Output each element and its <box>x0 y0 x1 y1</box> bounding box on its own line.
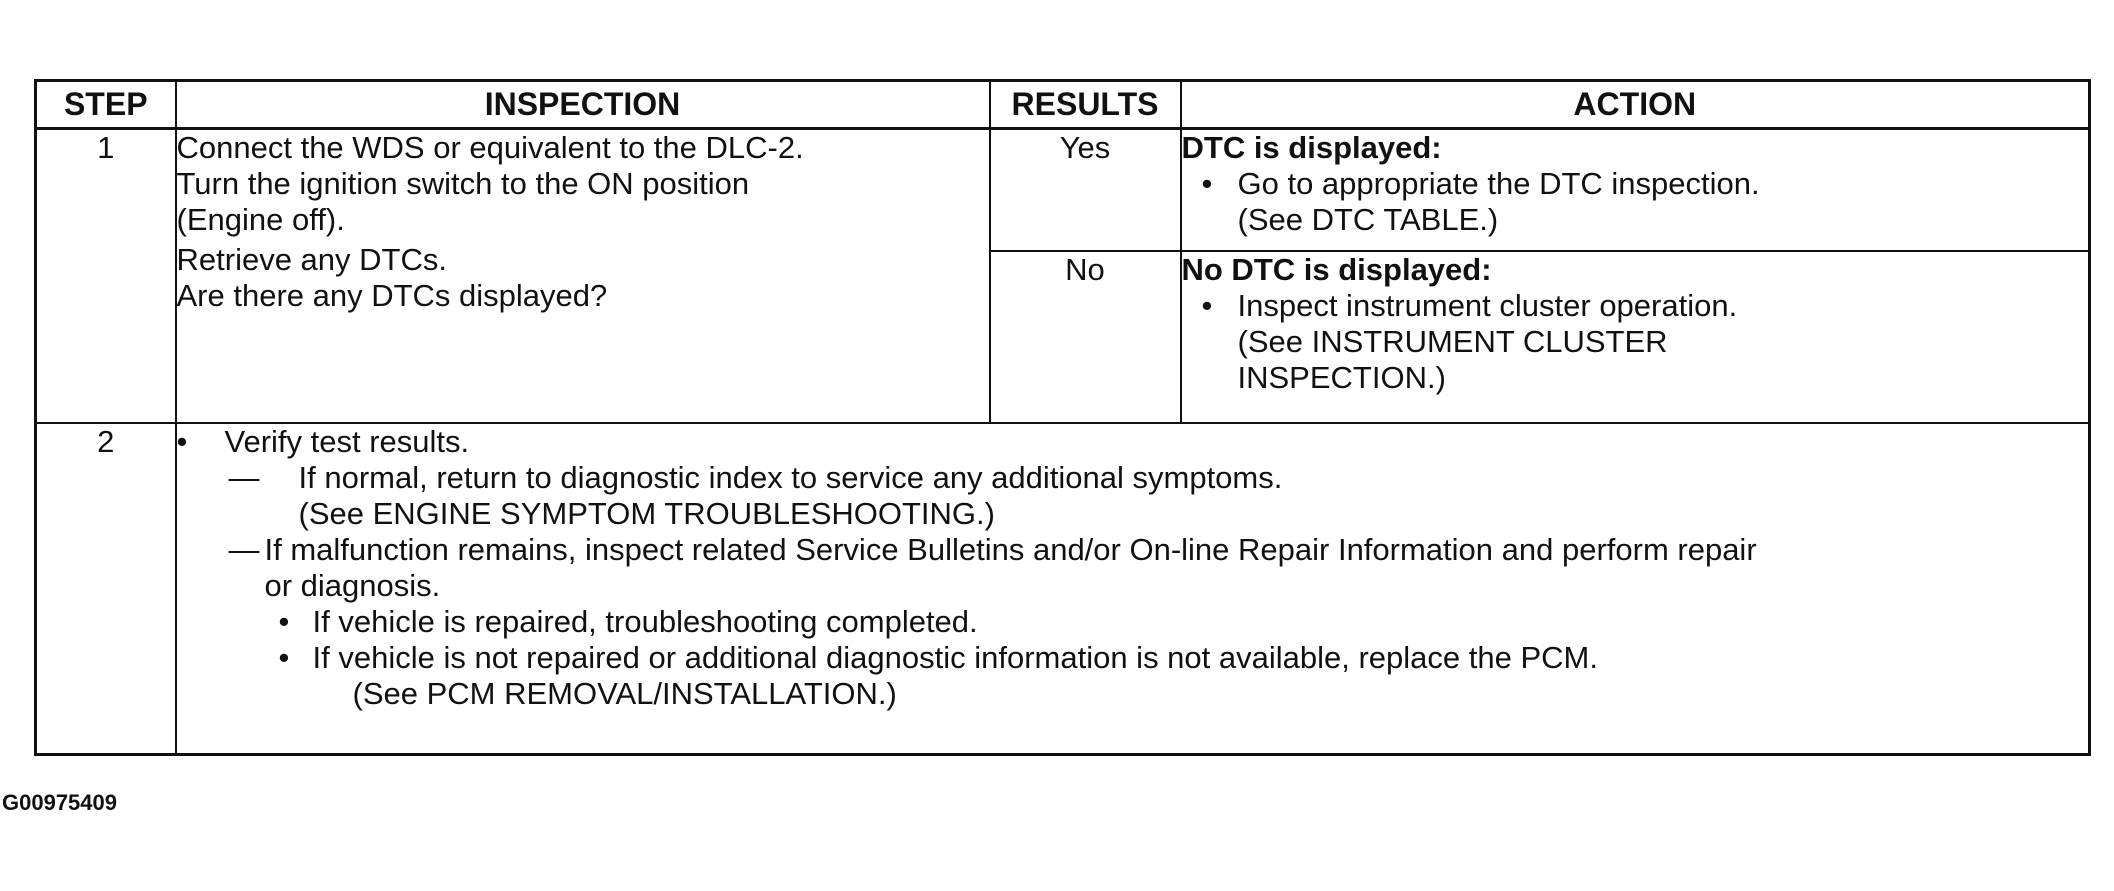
step1-row-yes <box>36 129 2090 251</box>
diagnostic-table <box>34 79 2091 756</box>
step1-action-no <box>1181 251 2090 423</box>
bullet-glyph: • <box>278 603 290 639</box>
step1-action-yes <box>1181 129 2090 251</box>
header-step: STEP <box>36 81 176 129</box>
no-action-heading: No DTC is displayed: <box>1181 251 1492 287</box>
step2-line-6: If vehicle is repaired, troubleshooting completed. <box>312 603 978 639</box>
step2-line-5: or diagnosis. <box>264 567 441 603</box>
step2-dash-item-1 <box>177 460 2089 496</box>
dash-glyph: — <box>228 531 260 567</box>
step1-result-no: No <box>990 251 1181 423</box>
yes-action-heading: DTC is displayed: <box>1181 130 1442 165</box>
no-action-line-3: INSPECTION.) <box>1237 359 1446 395</box>
header-inspection: INSPECTION <box>176 81 990 129</box>
bullet-glyph: • <box>1201 166 1213 201</box>
step1-inspection <box>176 129 990 423</box>
step2-line-3: (See ENGINE SYMPTOM TROUBLESHOOTING.) <box>298 495 995 531</box>
step2-line-7: If vehicle is not repaired or additional diagnostic information is not available, replace the PCM. <box>312 639 1598 675</box>
step2-line-1: Verify test results. <box>224 423 470 459</box>
step1-inspection-line-5: Are there any DTCs displayed? <box>176 278 608 313</box>
step2-sub-bullet-1 <box>177 604 2089 640</box>
step1-result-yes: Yes <box>990 129 1181 251</box>
step1-inspection-line-1: Connect the WDS or equivalent to the DLC-2. <box>176 130 804 165</box>
yes-action-line-1: Go to appropriate the DTC inspection. <box>1237 166 1760 201</box>
step2-line-4: If malfunction remains, inspect related Service Bulletins and/or On-line Repair Information and perform repair <box>264 531 1757 567</box>
bullet-glyph: • <box>278 639 290 675</box>
no-action-line-1: Inspect instrument cluster operation. <box>1237 287 1738 323</box>
figure-id: G00975409 <box>2 790 117 815</box>
dash-glyph: — <box>228 459 260 495</box>
step1-inspection-line-3: (Engine off). <box>176 202 345 237</box>
step2-dash-item-2 <box>177 532 2089 568</box>
no-action-bullet-item <box>1182 288 2089 396</box>
step1-inspection-line-2: Turn the ignition switch to the ON position <box>176 166 750 201</box>
step2-number: 2 <box>36 423 176 755</box>
step2-bullet-item <box>177 424 2089 460</box>
step1-number: 1 <box>36 129 176 423</box>
step1-inspection-line-4: Retrieve any DTCs. <box>176 242 447 277</box>
step2-content <box>176 423 2090 755</box>
no-action-line-2: (See INSTRUMENT CLUSTER <box>1237 323 1668 359</box>
header-action: ACTION <box>1181 81 2090 129</box>
bullet-glyph: • <box>176 423 188 459</box>
step2-row <box>36 423 2090 755</box>
header-row <box>36 81 2090 129</box>
yes-action-line-2: (See DTC TABLE.) <box>1237 202 1499 237</box>
bullet-glyph: • <box>1201 287 1213 323</box>
step2-line-2: If normal, return to diagnostic index to service any additional symptoms. <box>298 459 1283 495</box>
yes-action-bullet-item <box>1182 166 2089 238</box>
step2-line-8: (See PCM REMOVAL/INSTALLATION.) <box>352 675 897 711</box>
step2-sub-bullet-2 <box>177 640 2089 676</box>
header-results: RESULTS <box>990 81 1181 129</box>
